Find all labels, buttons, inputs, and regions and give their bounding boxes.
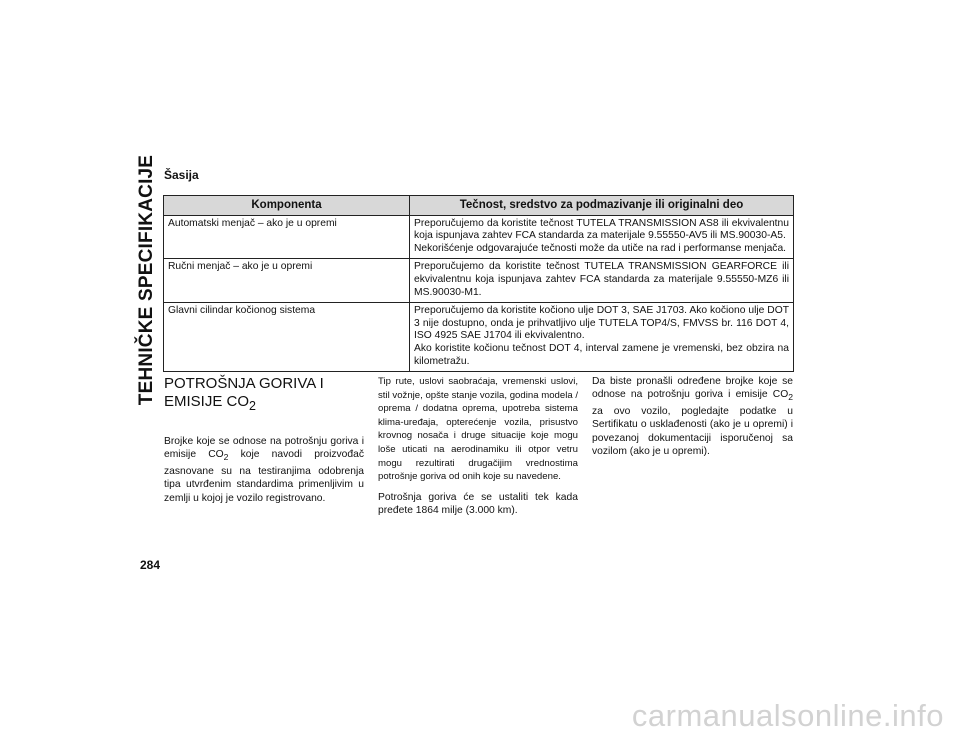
paragraph xyxy=(164,435,364,505)
chapter-side-title-text: TEHNIČKE SPECIFIKACIJE xyxy=(136,154,157,406)
table-cell-component: Ručni menjač – ako je u opremi xyxy=(164,259,410,303)
table-cell-fluid xyxy=(410,259,794,303)
paragraph-text: koje navodi proizvođač zasnovane su na testiranjima odobrenja tipa utvrđenim standardima primenljivim u zemlji u kojoj je vozilo registrovano. xyxy=(164,449,364,504)
text-column-3 xyxy=(592,375,793,465)
text-column-1 xyxy=(164,375,364,512)
chapter-side-title xyxy=(136,154,158,406)
chassis-fluids-table xyxy=(163,195,794,372)
table-cell-fluid xyxy=(410,215,794,259)
text-column-2 xyxy=(378,375,578,525)
table-row xyxy=(164,215,794,259)
watermark: carmanualsonline.info xyxy=(631,698,944,733)
heading-text: POTROŠNJA GORIVA I EMISIJE CO xyxy=(164,375,324,410)
table-header-component: Komponenta xyxy=(164,196,410,216)
table-cell-component: Glavni cilindar kočionog sistema xyxy=(164,303,410,372)
table-cell-component: Automatski menjač – ako je u opremi xyxy=(164,215,410,259)
table-cell-fluid xyxy=(410,303,794,372)
section-heading: Šasija xyxy=(164,168,199,182)
fuel-consumption-heading xyxy=(164,375,364,415)
table-row xyxy=(164,259,794,303)
paragraph-text: za ovo vozilo, pogledajte podatke u Sertifikatu o usklađenosti (ako je u opremi) i povezanoj dokumentaciji isporučenoj sa vozilom (ako je u opremi). xyxy=(592,405,793,458)
table-cell-line: Preporučujemo da koristite kočiono ulje DOT 3, SAE J1703. Ako kočiono ulje DOT 3 nije dostupno, onda je prihvatljivo ulje TUTELA TOP4/S, FMVSS br. 116 DOT 4, ISO 4925 SAE J1704 ili ekvivalentno. xyxy=(414,305,789,342)
subscript: 2 xyxy=(223,452,229,463)
subscript: 2 xyxy=(249,399,256,413)
table-header-fluid: Tečnost, sredstvo za podmazivanje ili originalni deo xyxy=(410,196,794,216)
table-row xyxy=(164,303,794,372)
table-cell-line: Preporučujemo da koristite tečnost TUTELA TRANSMISSION GEARFORCE ili ekvivalentnu koja ispunjava zahtev FCA standarda za materijale 9.55550-MZ6 ili MS.90030-M1. xyxy=(414,261,789,298)
subscript: 2 xyxy=(788,392,793,403)
paragraph-text: Brojke koje se odnose na potrošnju goriva i emisije CO xyxy=(164,436,364,461)
table-cell-line: Preporučujemo da koristite tečnost TUTELA TRANSMISSION AS8 ili ekvivalentnu koja ispunjava zahtev FCA standarda za materijale 9.55550-AV5 ili MS.90030-A5. xyxy=(414,217,789,242)
page-number: 284 xyxy=(140,558,161,572)
paragraph: Potrošnja goriva će se ustaliti tek kada pređete 1864 milje (3.000 km). xyxy=(378,491,578,517)
paragraph-text: Da biste pronašli određene brojke koje se odnose na potrošnju goriva i emisije CO xyxy=(592,376,793,401)
paragraph xyxy=(592,375,793,458)
table-cell-line: Ako koristite kočionu tečnost DOT 4, interval zamene je vremenski, bez obzira na kilometražu. xyxy=(414,342,789,367)
paragraph: Tip rute, uslovi saobraćaja, vremenski uslovi, stil vožnje, opšte stanje vozila, godina modela / oprema / dodatna oprema, upotreba sistema klima-uređaja, opterećenje vozila, prisustvo krovnog nosača i druge situacije koje mogu loše uticati na aerodinamiku ili otpor vetru mogu rezultirati drugačijim vrednostima potrošnje goriva od onih koje su navedene. xyxy=(378,376,578,483)
table-cell-line: Nekorišćenje odgovarajuće tečnosti može da utiče na rad i performanse menjača. xyxy=(414,242,787,254)
table-header-row xyxy=(164,196,794,216)
